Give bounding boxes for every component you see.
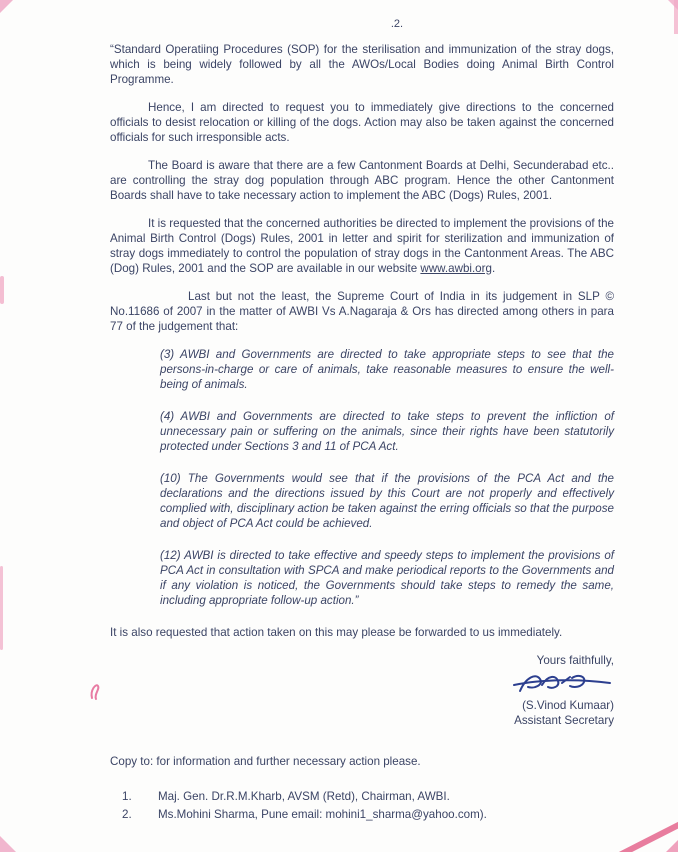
- signatory-title: Assistant Secretary: [514, 714, 614, 727]
- judgement-quotes: [110, 347, 614, 608]
- signatory-name: (S.Vinod Kumaar): [522, 699, 614, 712]
- quote-para-10: (10) The Governments would see that if the provisions of the PCA Act and the declarations and the directions issued by this Court are not properly and effectively complied with, disciplinary action be taken against the erring officials so that the purpose and object of PCA Act could be achieved.: [160, 472, 614, 530]
- list-item: [110, 789, 614, 804]
- quote-para-3: (3) AWBI and Governments are directed to take appropriate steps to see that the persons-in-charge or care of animals, take reasonable measures to ensure the well-being of animals.: [160, 348, 614, 391]
- paragraph-requested: [110, 216, 614, 276]
- paragraph-sop: “Standard Operatiing Procedures (SOP) for the sterilisation and immunization of the stray dogs, which is being widely followed by all the AWOs/Local Bodies doing Animal Birth Control Programme.: [110, 43, 614, 86]
- valediction: Yours faithfully,: [536, 654, 614, 667]
- scan-artifact-top-left: [0, 0, 13, 13]
- pen-mark-icon: [88, 680, 104, 702]
- paragraph-requested-text: It is requested that the concerned authorities be directed to implement the provisions of the Animal Birth Control (Dogs) Rules, 2001 in letter and spirit for sterilization and immunization of stray dogs immediately to control the population of stray dogs in the Cantonment Areas. The ABC (Dog) Rules, 2001 and the SOP are available in our website: [110, 217, 614, 275]
- list-item-text: Ms.Mohini Sharma, Pune email: mohini1_sharma@yahoo.com).: [158, 808, 487, 821]
- scan-artifact-bottom-left: [0, 836, 16, 852]
- scan-artifact-bottom-right-corner: [666, 840, 678, 852]
- scan-artifact-top-right-strip: [674, 0, 678, 34]
- copy-to-heading: Copy to: for information and further necessary action please.: [110, 755, 421, 768]
- scan-artifact-bottom-right-mark: [617, 820, 678, 852]
- list-item-number: 1.: [122, 790, 132, 803]
- page-number: .2.: [390, 18, 404, 30]
- paragraph-supreme-court: Last but not the least, the Supreme Court of India in its judgement in SLP © No.11686 of 2007 in the matter of AWBI Vs A.Nagaraja & Ors has directed among others in para 77 of the judgement that:: [110, 290, 614, 333]
- paragraph-board: The Board is aware that there are a few Cantonment Boards at Delhi, Secunderabad etc.. are controlling the stray dog population through ABC program. Hence the other Cantonment Boards shall have to take necessary action to implement the ABC (Dogs) Rules, 2001.: [110, 159, 614, 202]
- list-item-number: 2.: [122, 808, 132, 821]
- scan-artifact-top-right: [668, 0, 678, 10]
- quote-para-4: (4) AWBI and Governments are directed to take steps to prevent the infliction of unnecessary pain or suffering on the animals, since their rights have been statutorily protected under Sections 3 and 11 of PCA Act.: [160, 410, 614, 453]
- copy-to-list: [110, 789, 614, 822]
- list-item-text: Maj. Gen. Dr.R.M.Kharb, AVSM (Retd), Chairman, AWBI.: [158, 790, 450, 803]
- paragraph-requested-period: .: [491, 262, 496, 275]
- letter-content: [110, 18, 614, 825]
- list-item: [110, 807, 614, 822]
- website-link[interactable]: www.awbi.org: [420, 262, 492, 275]
- scan-artifact-left-streak-2: [0, 566, 3, 650]
- paragraph-hence: Hence, I am directed to request you to immediately give directions to the concerned officials to desist relocation or killing of the dogs. Action may also be taken against the concerned officials for such irresponsible acts.: [110, 101, 614, 144]
- signature-block: [110, 653, 614, 728]
- quote-para-12: (12) AWBI is directed to take effective and speedy steps to implement the provisions of PCA Act in consultation with SPCA and make periodical reports to the Governments and if any violation is noticed, the Governments should take steps to remedy the same, including appropriate follow-up action.”: [160, 549, 614, 607]
- copy-to-section: [110, 754, 614, 822]
- scan-artifact-left-streak-1: [0, 276, 4, 304]
- signature-icon: [510, 670, 614, 698]
- paragraph-action-taken: It is also requested that action taken on this may please be forwarded to us immediately.: [110, 626, 563, 639]
